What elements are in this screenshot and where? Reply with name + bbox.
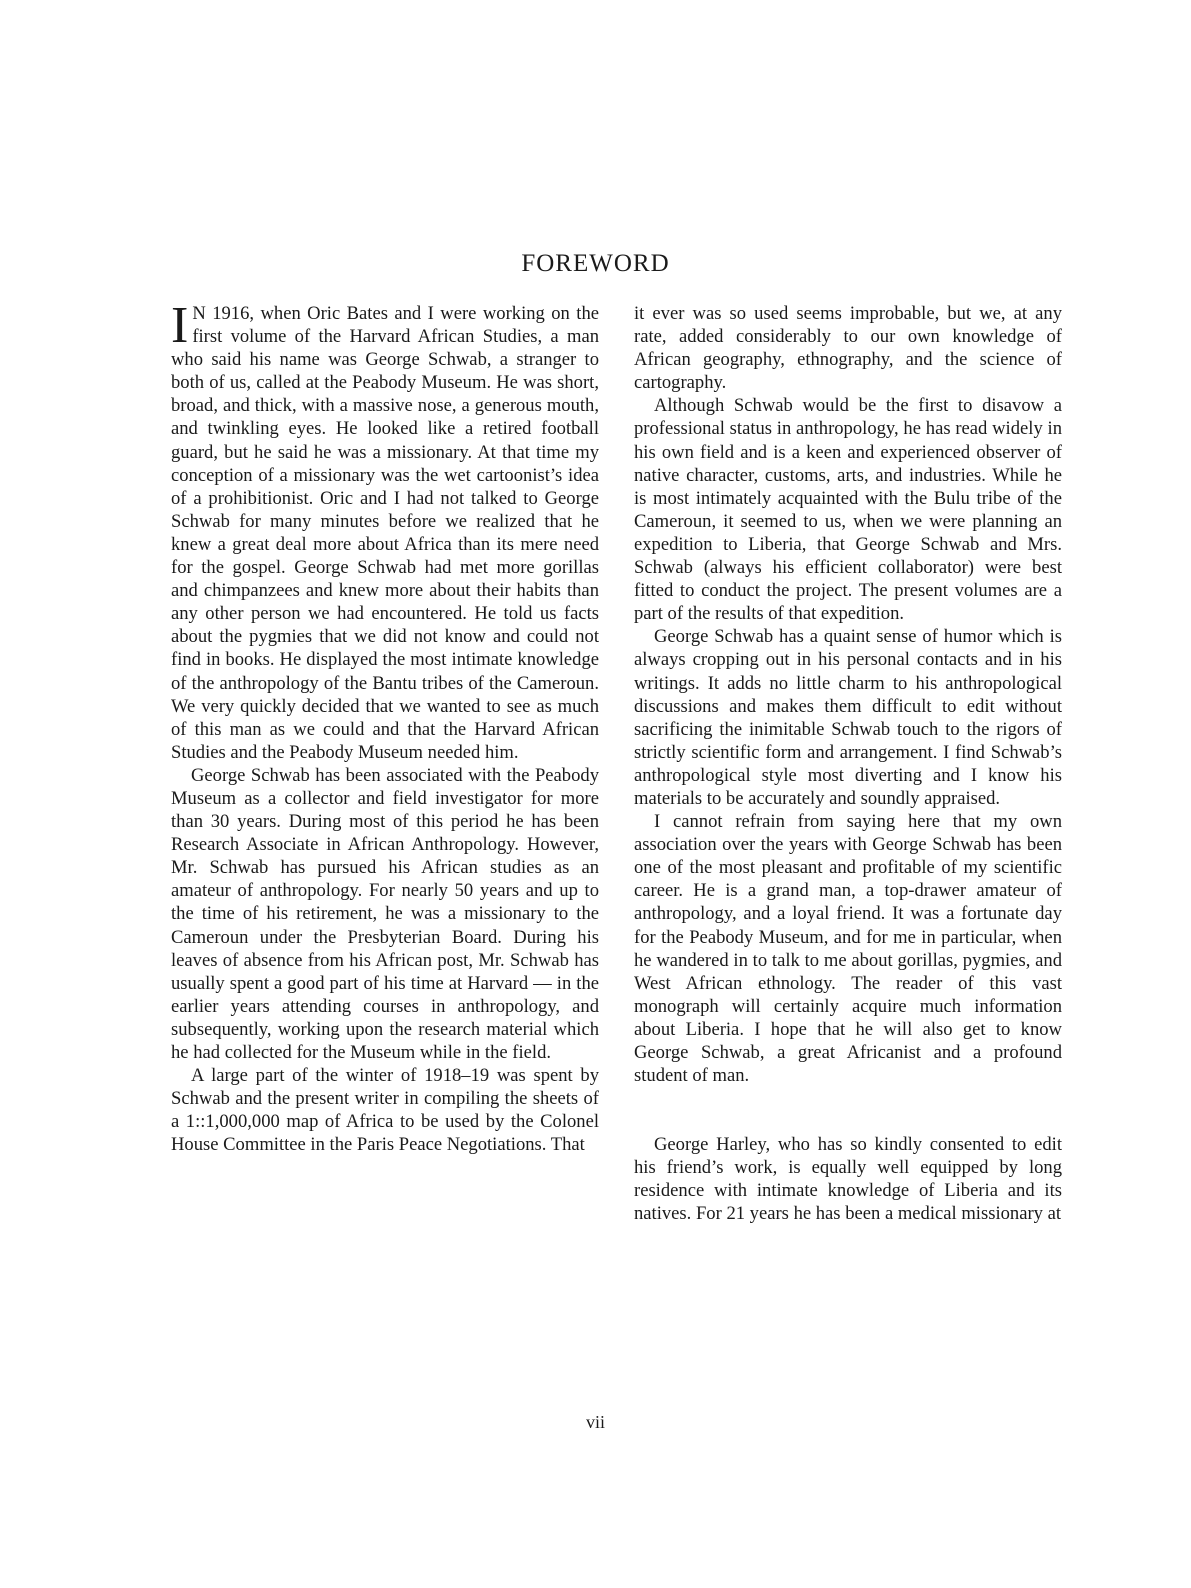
section-gap xyxy=(634,1087,1062,1133)
paragraph-map: A large part of the winter of 1918–19 was spent by Schwab and the present writer in compiling the sheets of a 1::1,000,000 map of Africa to be used by the Colonel House Committee in the Paris Peace Negotiations. That xyxy=(171,1065,599,1156)
paragraph-humor: George Schwab has a quaint sense of humor which is always cropping out in his personal contacts and in his writings. It adds no little charm to his anthropological discussions and makes them difficult to edit without sacrificing the inimitable Schwab touch to the rigors of strictly scientific form and arrangement. I find Schwab’s anthropological style most diverting and I know his materials to be accurately and soundly appraised. xyxy=(634,626,1062,809)
page-title: FOREWORD xyxy=(521,250,670,277)
paragraph-expedition: Although Schwab would be the first to disavow a professional status in anthropology, he has read widely in his own field and is a keen and experienced observer of native character, customs, arts, and industries. While he is most intimately acquainted with the Bulu tribe of the Cameroun, it seemed to us, when we were planning an expedition to Liberia, that George Schwab and Mrs. Schwab (always his efficient collaborator) were best fitted to conduct the project. The present volumes are a part of the results of that expedition. xyxy=(634,395,1062,625)
paragraph-collector: George Schwab has been associated with the Peabody Museum as a collector and field investigator for more than 30 years. During most of this period he has been Research Associate in African Anthropology. However, Mr. Schwab has pursued his African studies as an amateur of anthropology. For nearly 50 years and up to the time of his retirement, he was a missionary to the Cameroun under the Presbyterian Board. During his leaves of absence from his African post, Mr. Schwab has usually spent a good part of his time at Harvard — in the earlier years attending courses in anthropology, and subsequently, working upon the research material which he had collected for the Museum while in the field. xyxy=(171,764,599,1063)
right-column xyxy=(634,302,1062,1226)
opening-small-caps: N xyxy=(192,303,206,324)
left-column xyxy=(171,297,599,1156)
page-number: vii xyxy=(585,1412,605,1432)
paragraph-friendship: I cannot refrain from saying here that my own association over the years with George Schwab has been one of the most pleasant and profitable of my scientific career. He is a grand man, a top-drawer amateur of anthropology, and a loyal friend. It was a fortunate day for the Peabody Museum, and for me in particular, when he wandered in to talk to me about gorillas, pygmies, and West African ethnology. The reader of this vast monograph will certainly acquire much information about Liberia. I hope that he will also get to know George Schwab, a great Africanist and a profound student of man. xyxy=(634,811,1062,1087)
opening-paragraph xyxy=(171,297,599,764)
paragraph-harley: George Harley, who has so kindly consented to edit his friend’s work, is equally well equipped by long residence with intimate knowledge of Liberia and its natives. For 21 years he has been a medical missionary at xyxy=(634,1134,1062,1225)
drop-cap: I xyxy=(171,297,189,354)
paragraph-continuation: it ever was so used seems improbable, but we, at any rate, added considerably to our own knowledge of African geography, ethnography, and the science of cartography. xyxy=(634,303,1062,394)
opening-text: 1916, when Oric Bates and I were working on the first volume of the Harvard African Studies, a man who said his name was George Schwab, a stranger to both of us, called at the Peabody Museum. He was short, broad, and thick, with a massive nose, a generous mouth, and twinkling eyes. He looked like a retired football guard, but he said he was a missionary. At that time my conception of a missionary was the wet cartoonist’s idea of a prohibitionist. Oric and I had not talked to George Schwab for many minutes before we realized that he knew a great deal more about Africa than its mere need for the gospel. George Schwab had met more gorillas and chimpanzees and knew more about their habits than any other person we had encountered. He told us facts about the pygmies that we did not know and could not find in books. He displayed the most intimate knowledge of the anthropology of the Bantu tribes of the Cameroun. We very quickly decided that we wanted to see as much of this man as we could and that the Harvard African Studies and the Peabody Museum needed him. xyxy=(171,303,599,763)
